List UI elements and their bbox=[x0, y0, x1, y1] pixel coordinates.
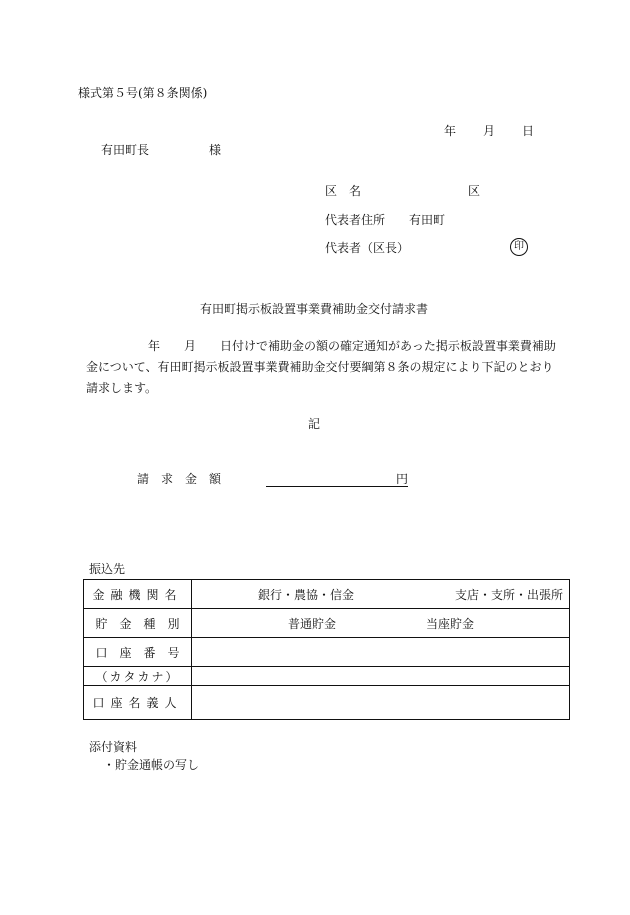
address-label: 代表者住所 bbox=[325, 213, 386, 227]
savings-current-option[interactable]: 当座貯金 bbox=[426, 616, 475, 631]
seal-mark: 印 bbox=[510, 238, 528, 256]
table-row bbox=[84, 609, 570, 638]
account-holder-cell[interactable] bbox=[192, 686, 570, 720]
account-type-label: 貯 金 種 別 bbox=[84, 609, 192, 638]
table-row bbox=[84, 638, 570, 667]
date-line: 年 月 日 bbox=[444, 124, 536, 138]
bank-name-label: 金融機関名 bbox=[84, 580, 192, 609]
body-line-2: 金について、有田町掲示板設置事業費補助金交付要綱第８条の規定により下記のとおり bbox=[86, 360, 554, 374]
document-title: 有田町掲示板設置事業費補助金交付請求書 bbox=[200, 302, 429, 316]
representative-label: 代表者（区長） bbox=[325, 241, 410, 255]
table-row bbox=[84, 667, 570, 686]
bank-type-options: 銀行・農協・信金 bbox=[258, 587, 355, 602]
body-line-1: 年 月 日付けで補助金の額の確定通知があった掲示板設置事業費補助 bbox=[148, 339, 556, 353]
addressee: 有田町長 様 bbox=[101, 143, 222, 157]
table-row bbox=[84, 686, 570, 720]
district-suffix: 区 bbox=[468, 184, 481, 198]
amount-unit: 円 bbox=[396, 472, 409, 486]
branch-type-options: 支店・支所・出張所 bbox=[454, 587, 563, 602]
account-number-label: 口 座 番 号 bbox=[84, 638, 192, 667]
amount-label: 請 求 金 額 bbox=[137, 472, 222, 486]
attachment-item: ・貯金通帳の写し bbox=[103, 758, 200, 772]
account-holder-label: 口座名義人 bbox=[84, 686, 192, 720]
district-label: 区 名 bbox=[325, 184, 362, 198]
katakana-cell[interactable] bbox=[192, 667, 570, 686]
ki-mark: 記 bbox=[308, 417, 321, 431]
address-value: 有田町 bbox=[409, 213, 446, 227]
savings-normal-option[interactable]: 普通貯金 bbox=[288, 616, 337, 631]
bank-name-cell[interactable] bbox=[192, 580, 570, 609]
amount-field[interactable] bbox=[266, 472, 408, 487]
katakana-label: （カタカナ） bbox=[84, 667, 192, 686]
account-number-cell[interactable] bbox=[192, 638, 570, 667]
body-line-3: 請求します。 bbox=[86, 381, 158, 395]
transfer-heading: 振込先 bbox=[89, 562, 126, 576]
account-type-cell[interactable] bbox=[192, 609, 570, 638]
form-number: 様式第５号(第８条関係) bbox=[78, 86, 208, 100]
table-row bbox=[84, 580, 570, 609]
attachments-heading: 添付資料 bbox=[89, 740, 138, 754]
transfer-table bbox=[83, 579, 570, 720]
